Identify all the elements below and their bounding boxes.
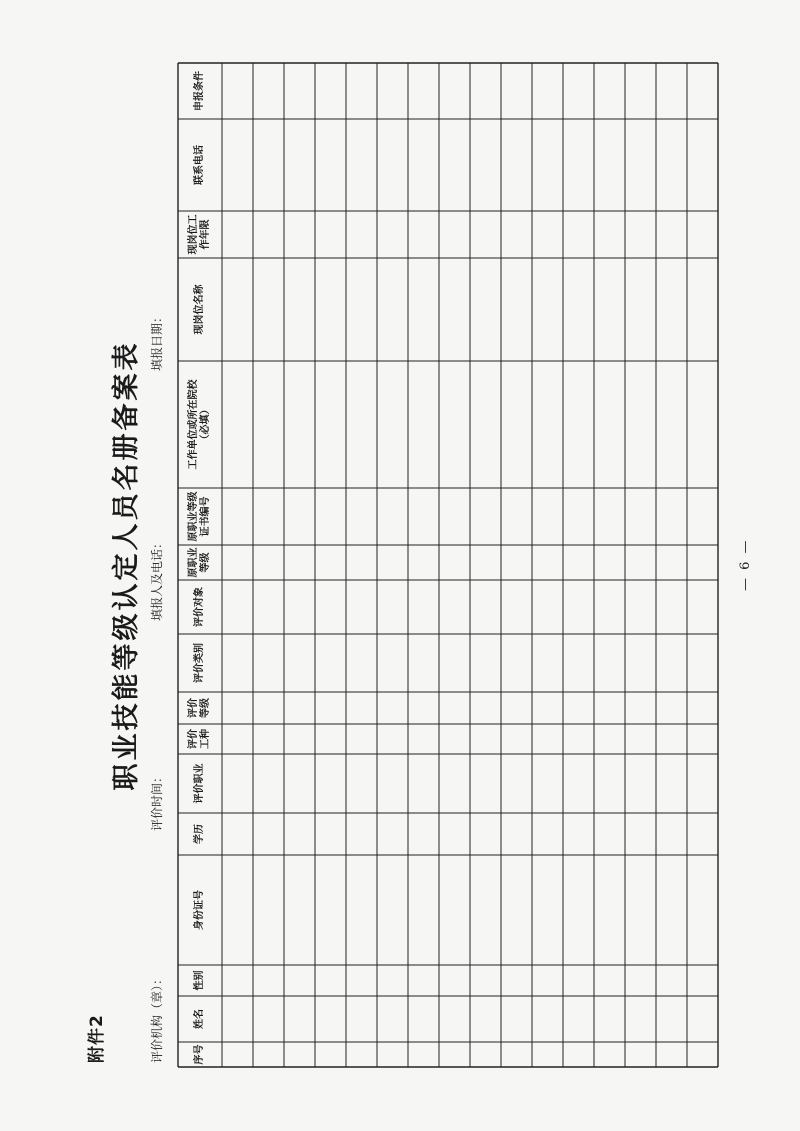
column-header: 评价对象: [194, 587, 205, 627]
org-field-label: 评价机构（章）：: [150, 972, 164, 1063]
page-number: — 6 —: [738, 538, 753, 591]
column-header: 联系电话: [194, 145, 205, 185]
column-header: 现岗位名称: [194, 284, 205, 335]
column-header: 评价 工种: [188, 729, 211, 749]
eval-time-label: 评价时间：: [150, 770, 164, 831]
column-header: 性别: [194, 970, 205, 991]
column-header: 原职业等级 证书编号: [188, 491, 211, 542]
form-title: 职业技能等级认定人员名册备案表: [111, 340, 142, 791]
column-header: 现岗位工 作年限: [188, 214, 211, 255]
annex-label: 附件2: [87, 1014, 107, 1063]
column-header: 评价职业: [194, 763, 205, 804]
filler-label: 填报人及电话：: [150, 536, 164, 621]
fill-date-label: 填报日期：: [150, 310, 164, 371]
column-header: 身份证号: [194, 890, 205, 930]
column-header: 姓名: [194, 1009, 205, 1029]
column-header: 学历: [194, 824, 205, 844]
column-header: 评价类别: [194, 643, 205, 683]
column-header: 评价 等级: [188, 698, 211, 718]
column-header: 序号: [194, 1044, 205, 1065]
column-header: 申报条件: [194, 71, 205, 111]
column-header: 原职业 等级: [188, 547, 211, 578]
column-header: 工作单位或所在院校 （必填）: [188, 379, 211, 470]
